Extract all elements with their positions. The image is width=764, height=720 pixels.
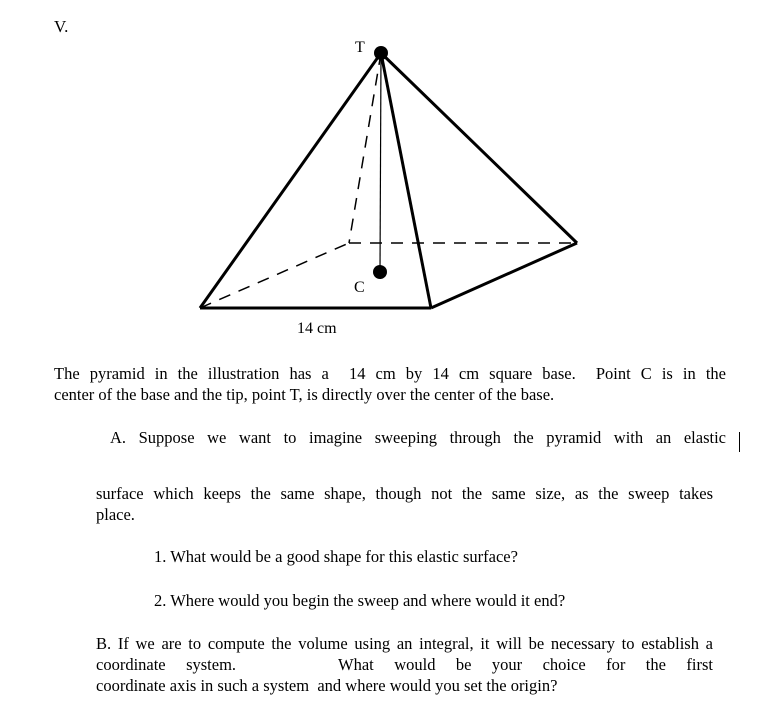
intro-paragraph [54,363,726,405]
lateral-edge-left [200,53,381,308]
part-a-line-2: surface which keeps the same shape, though not the same size, as the sweep takes [96,484,713,503]
part-b-line-3: coordinate axis in such a system and where would you set the origin? [96,676,558,695]
point-c-dot [373,265,387,279]
label-base-length: 14 cm [297,320,337,337]
lateral-edge-front [381,53,431,308]
intro-line-2: center of the base and the tip, point T, is directly over the center of the base. [54,385,555,404]
hidden-lateral-edge [349,53,381,243]
part-b-line-1: B. If we are to compute the volume using an integral, it will be necessary to [96,634,635,653]
point-t-dot [374,46,388,60]
part-a-line-3: place. [96,505,135,524]
question-1: 1. What would be a good shape for this elastic surface? [154,547,518,566]
label-t: T [355,39,365,56]
question-2: 2. Where would you begin the sweep and where would it end? [154,591,566,610]
part-b-line-2: establish a coordinate system. What would be your choice for the first [96,634,718,674]
section-label: V. [54,17,69,36]
height-line [380,53,381,272]
label-c: C [354,279,365,296]
base-right-edge [431,243,577,308]
part-a-continuation [96,483,713,525]
part-b-paragraph [96,633,718,696]
lateral-edge-right [381,53,577,243]
part-a-line-1: A. Suppose we want to imagine sweeping through the pyramid with an elastic [110,428,726,447]
text-cursor [739,432,740,452]
intro-line-1: The pyramid in the illustration has a 14 cm by 14 cm square base. Point C is in the [54,364,726,383]
